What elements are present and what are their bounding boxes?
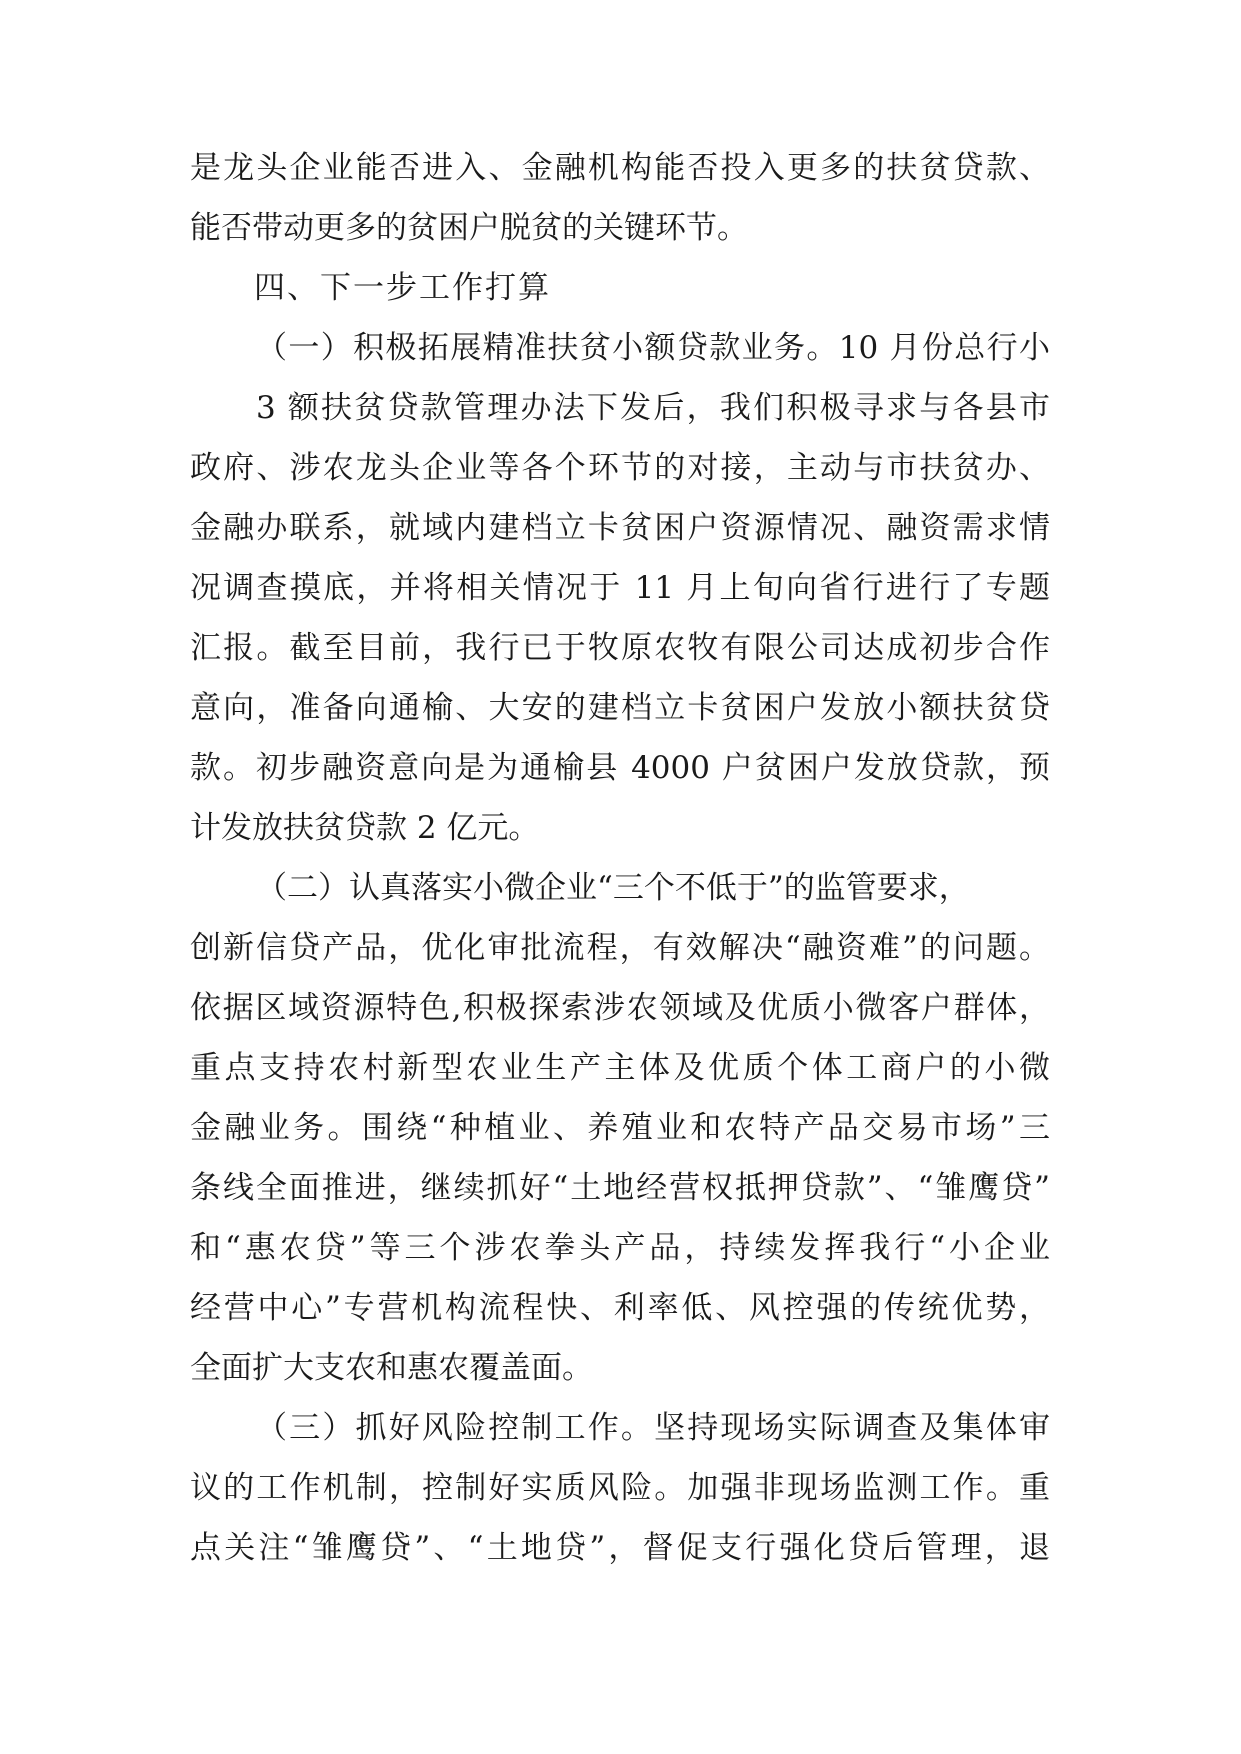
body-text-line: 况调查摸底，并将相关情况于 11 月上旬向省行进行了专题 bbox=[190, 570, 1050, 606]
body-text-line: 计发放扶贫贷款 2 亿元。 bbox=[190, 810, 540, 846]
subsection-heading-line: （三）抓好风险控制工作。坚持现场实际调查及集体审 bbox=[256, 1410, 1050, 1446]
body-text-line: 金融业务。围绕“种植业、养殖业和农特产品交易市场”三 bbox=[190, 1110, 1050, 1146]
body-text-line: 全面扩大支农和惠农覆盖面。 bbox=[190, 1350, 593, 1386]
body-text-line: 经营中心”专营机构流程快、利率低、风控强的传统优势， bbox=[190, 1290, 1050, 1326]
body-text-line: 3 额扶贫贷款管理办法下发后，我们积极寻求与各县市 bbox=[256, 390, 1050, 426]
body-text-line: 汇报。截至目前，我行已于牧原农牧有限公司达成初步合作 bbox=[190, 630, 1050, 666]
body-text-line: 条线全面推进，继续抓好“土地经营权抵押贷款”、“雏鹰贷” bbox=[190, 1170, 1050, 1206]
body-text-line: 金融办联系，就域内建档立卡贫困户资源情况、融资需求情 bbox=[190, 510, 1050, 546]
subsection-heading-line: （二）认真落实小微企业“三个不低于”的监管要求， bbox=[256, 870, 970, 906]
body-text-line: 政府、涉农龙头企业等各个环节的对接，主动与市扶贫办、 bbox=[190, 450, 1050, 486]
body-text-line: 是龙头企业能否进入、金融机构能否投入更多的扶贫贷款、 bbox=[190, 150, 1050, 186]
body-text-line: 和“惠农贷”等三个涉农拳头产品，持续发挥我行“小企业 bbox=[190, 1230, 1050, 1266]
body-text-line: 点关注“雏鹰贷”、“土地贷”，督促支行强化贷后管理，退 bbox=[190, 1530, 1050, 1566]
body-text-line: 意向，准备向通榆、大安的建档立卡贫困户发放小额扶贫贷 bbox=[190, 690, 1050, 726]
section-heading: 四、下一步工作打算 bbox=[254, 270, 551, 306]
body-text-line: 重点支持农村新型农业生产主体及优质个体工商户的小微 bbox=[190, 1050, 1050, 1086]
body-text-line: 创新信贷产品，优化审批流程，有效解决“融资难”的问题。 bbox=[190, 930, 1050, 966]
body-text-line: 议的工作机制，控制好实质风险。加强非现场监测工作。重 bbox=[190, 1470, 1050, 1506]
body-text-line: 依据区域资源特色,积极探索涉农领域及优质小微客户群体， bbox=[190, 990, 1050, 1026]
body-text-line: 款。初步融资意向是为通榆县 4000 户贫困户发放贷款，预 bbox=[190, 750, 1050, 786]
body-text-line: 能否带动更多的贫困户脱贫的关键环节。 bbox=[190, 210, 748, 246]
subsection-heading-line: （一）积极拓展精准扶贫小额贷款业务。10 月份总行小 bbox=[256, 330, 1050, 366]
